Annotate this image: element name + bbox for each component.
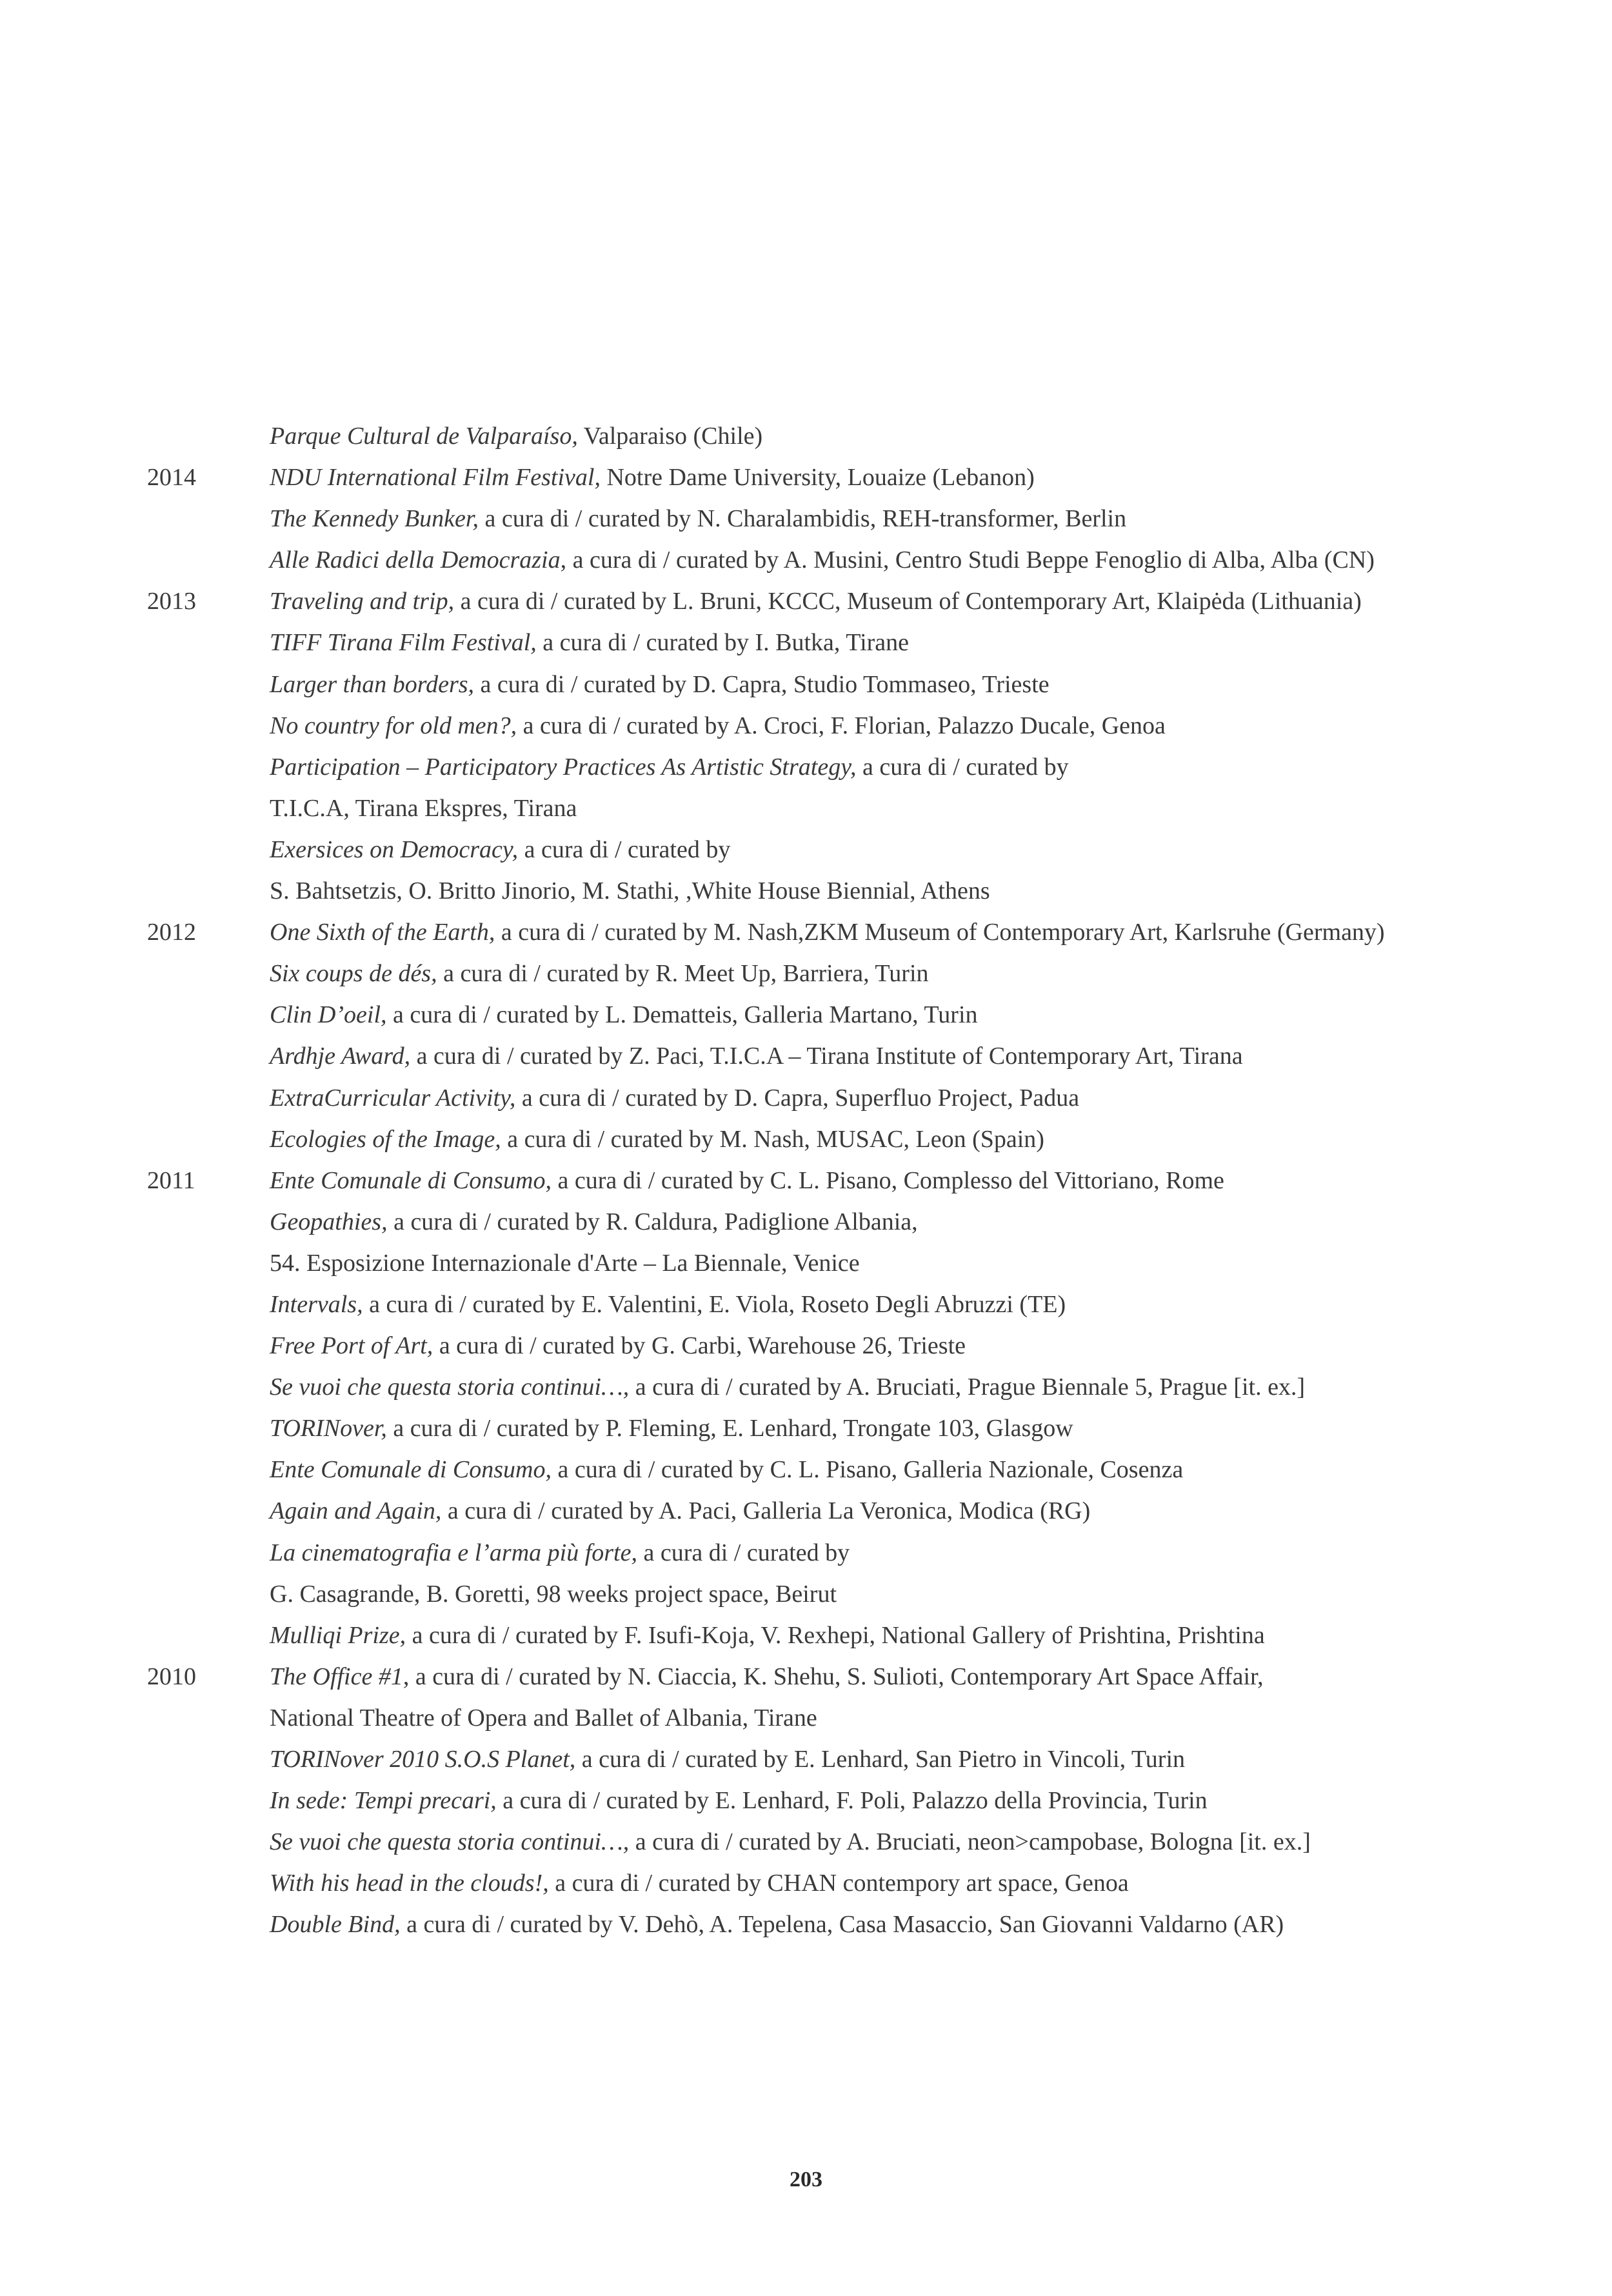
entry-title: The Kennedy Bunker, <box>270 505 479 533</box>
entry-text <box>270 581 1362 622</box>
entry-title: Six coups de dés, <box>270 960 437 988</box>
exhibition-entry <box>147 1532 1534 1573</box>
entry-title: Clin D’oeil, <box>270 1001 387 1029</box>
entry-title: TIFF Tirana Film Festival, <box>270 629 537 657</box>
entry-text <box>270 1490 1090 1532</box>
entry-details: S. Bahtsetzis, O. Britto Jinorio, M. Stathi, ,White House Biennial, Athens <box>270 877 990 905</box>
entry-title: With his head in the clouds!, <box>270 1870 549 1897</box>
exhibition-entry <box>147 1490 1534 1532</box>
exhibition-entry <box>147 1449 1534 1490</box>
entry-details: a cura di / curated by M. Nash, MUSAC, Leon (Spain) <box>501 1125 1044 1153</box>
entry-details: a cura di / curated by C. L. Pisano, Galleria Nazionale, Cosenza <box>551 1456 1184 1484</box>
entry-details: a cura di / curated by D. Capra, Superfluo Project, Padua <box>515 1084 1080 1112</box>
entry-title: Double Bind, <box>270 1911 401 1939</box>
entry-details: a cura di / curated by <box>856 753 1069 781</box>
entry-title: Geopathies, <box>270 1208 388 1235</box>
entry-title: Participation – Participatory Practices As Artistic Strategy, <box>270 753 857 781</box>
entry-details: a cura di / curated by CHAN contempory art space, Genoa <box>548 1870 1129 1897</box>
entry-text <box>270 1077 1079 1119</box>
exhibition-entry <box>147 1035 1534 1077</box>
entry-year: 2013 <box>147 588 196 615</box>
entry-text <box>270 1862 1129 1904</box>
exhibition-entry <box>147 912 1534 953</box>
entry-text <box>270 1119 1044 1160</box>
entry-text <box>270 1325 966 1366</box>
entry-title: Mulliqi Prize, <box>270 1621 406 1649</box>
entry-text <box>270 1656 1264 1697</box>
entry-details: a cura di / curated by E. Lenhard, F. Poli, Palazzo della Provincia, Turin <box>496 1787 1208 1815</box>
exhibition-entry <box>147 1201 1534 1243</box>
entry-text <box>270 539 1375 581</box>
entry-details: a cura di / curated by G. Carbi, Warehouse 26, Trieste <box>433 1332 966 1360</box>
entry-title: Alle Radici della Democrazia <box>270 546 561 574</box>
entry-year: 2012 <box>147 919 196 946</box>
entry-details: a cura di / curated by N. Charalambidis, REH-transformer, Berlin <box>478 505 1127 533</box>
entry-title: La cinematografia e l’arma più forte, <box>270 1539 637 1566</box>
entry-title: Se vuoi che questa storia continui…, <box>270 1828 630 1856</box>
entry-details: a cura di / curated by M. Nash,ZKM Museum of Contemporary Art, Karlsruhe (Germany) <box>495 919 1385 946</box>
exhibition-entry <box>147 705 1534 746</box>
entry-details: a cura di / curated by A. Bruciati, Prague Biennale 5, Prague [it. ex.] <box>629 1373 1306 1401</box>
entry-title: The Office #1 <box>270 1662 403 1690</box>
entry-title: Larger than borders, <box>270 670 475 698</box>
exhibition-entry <box>147 1862 1534 1904</box>
entry-text <box>270 705 1166 746</box>
entry-details: 54. Esposizione Internazionale d'Arte – La Biennale, Venice <box>270 1249 860 1277</box>
exhibition-entry <box>147 1077 1534 1119</box>
entry-title: Free Port of Art, <box>270 1332 433 1360</box>
entry-details: a cura di / curated by V. Dehò, A. Tepelena, Casa Masaccio, San Giovanni Valdarno (AR) <box>400 1911 1284 1939</box>
entry-details: a cura di / curated by L. Dematteis, Galleria Martano, Turin <box>386 1001 978 1029</box>
entry-title: TORINover 2010 S.O.S Planet, <box>270 1746 576 1773</box>
exhibition-entry <box>147 1780 1534 1821</box>
entry-details: , a cura di / curated by N. Ciaccia, K. Shehu, S. Sulioti, Contemporary Art Space Affair, <box>403 1662 1264 1690</box>
entry-title: NDU International Film Festival, <box>270 464 601 492</box>
entry-title: Ardhje Award, <box>270 1043 411 1070</box>
entry-details: a cura di / curated by A. Bruciati, neon>campobase, Bologna [it. ex.] <box>629 1828 1311 1856</box>
exhibition-entry <box>147 1408 1534 1449</box>
entry-title: TORINover, <box>270 1415 387 1442</box>
exhibition-entry <box>147 539 1534 581</box>
entry-title: Again and Again, <box>270 1497 442 1525</box>
entry-year: 2011 <box>147 1166 195 1194</box>
entry-text <box>270 1532 850 1573</box>
entry-text <box>270 498 1126 539</box>
entry-details: T.I.C.A, Tirana Ekspres, Tirana <box>270 794 577 822</box>
entry-details: , a cura di / curated by A. Musini, Centro Studi Beppe Fenoglio di Alba, Alba (CN) <box>560 546 1375 574</box>
entry-text <box>270 622 909 663</box>
exhibition-entry <box>147 498 1534 539</box>
exhibition-entry <box>147 746 1534 788</box>
entry-title: Ecologies of the Image, <box>270 1125 501 1153</box>
entry-details: a cura di / curated by P. Fleming, E. Lenhard, Trongate 103, Glasgow <box>386 1415 1073 1442</box>
entry-title: Traveling and trip, <box>270 588 455 615</box>
entry-title: Intervals, <box>270 1290 363 1318</box>
exhibition-entry <box>147 1366 1534 1408</box>
entry-text <box>270 953 929 994</box>
exhibition-entry <box>147 1284 1534 1325</box>
exhibition-entry <box>147 1119 1534 1160</box>
entry-title: In sede: Tempi precari, <box>270 1787 497 1815</box>
entry-details: a cura di / curated by C. L. Pisano, Complesso del Vittoriano, Rome <box>551 1166 1224 1194</box>
entry-title: ExtraCurricular Activity, <box>270 1084 516 1112</box>
entry-text <box>270 870 990 912</box>
entry-text <box>270 1201 918 1243</box>
entry-text <box>270 457 1035 498</box>
exhibition-entry <box>147 1656 1534 1697</box>
exhibition-entry <box>147 415 1534 457</box>
entry-title: One Sixth of the Earth, <box>270 919 495 946</box>
entry-details: a cura di / curated by L. Bruni, KCCC, Museum of Contemporary Art, Klaipėda (Lithuania) <box>454 588 1362 615</box>
entry-text <box>270 664 1050 705</box>
exhibition-entry <box>147 1573 1534 1615</box>
exhibition-entry <box>147 1739 1534 1780</box>
entry-text <box>270 1904 1284 1945</box>
entry-text <box>270 1284 1066 1325</box>
entry-text <box>270 415 762 457</box>
entry-details: a cura di / curated by Z. Paci, T.I.C.A – Tirana Institute of Contemporary Art, Tirana <box>410 1043 1243 1070</box>
exhibition-list <box>147 415 1534 1945</box>
entry-title: No country for old men?, <box>270 712 517 739</box>
exhibition-entry <box>147 953 1534 994</box>
entry-text <box>270 1780 1208 1821</box>
entry-title: Parque Cultural de Valparaíso, <box>270 423 578 450</box>
entry-text <box>270 1408 1073 1449</box>
exhibition-entry <box>147 829 1534 870</box>
entry-details: Notre Dame University, Louaize (Lebanon) <box>600 464 1035 492</box>
entry-details: a cura di / curated by E. Valentini, E. Viola, Roseto Degli Abruzzi (TE) <box>363 1290 1066 1318</box>
page-number: 203 <box>790 2168 822 2191</box>
entry-details: a cura di / curated by R. Caldura, Padiglione Albania, <box>387 1208 918 1235</box>
entry-text <box>270 1615 1265 1656</box>
entry-details: Valparaiso (Chile) <box>577 423 763 450</box>
entry-year: 2010 <box>147 1662 196 1690</box>
exhibition-entry <box>147 1697 1534 1739</box>
entry-details: a cura di / curated by D. Capra, Studio Tommaseo, Trieste <box>474 670 1050 698</box>
entry-text <box>270 1366 1305 1408</box>
entry-text <box>270 829 730 870</box>
exhibition-entry <box>147 1904 1534 1945</box>
entry-details: a cura di / curated by <box>637 1539 850 1566</box>
exhibition-entry <box>147 1615 1534 1656</box>
exhibition-entry <box>147 664 1534 705</box>
exhibition-entry <box>147 1160 1534 1201</box>
entry-text <box>270 1573 837 1615</box>
exhibition-entry <box>147 870 1534 912</box>
entry-text <box>270 912 1385 953</box>
entry-text <box>270 1739 1185 1780</box>
entry-text <box>270 788 577 829</box>
exhibition-entry <box>147 1243 1534 1284</box>
entry-text <box>270 1821 1311 1862</box>
entry-text <box>270 746 1069 788</box>
entry-details: a cura di / curated by F. Isufi-Koja, V. Rexhepi, National Gallery of Prishtina, Prishtina <box>406 1621 1265 1649</box>
exhibition-entry <box>147 1325 1534 1366</box>
entry-text <box>270 1035 1243 1077</box>
entry-details: National Theatre of Opera and Ballet of Albania, Tirane <box>270 1704 817 1732</box>
entry-title: Ente Comunale di Consumo, <box>270 1456 552 1484</box>
exhibition-entry <box>147 994 1534 1035</box>
exhibition-entry <box>147 457 1534 498</box>
entry-text <box>270 994 978 1035</box>
entry-title: Exersices on Democracy, <box>270 835 519 863</box>
exhibition-entry <box>147 581 1534 622</box>
entry-title: Se vuoi che questa storia continui…, <box>270 1373 630 1401</box>
entry-text <box>270 1697 817 1739</box>
entry-details: a cura di / curated by R. Meet Up, Barriera, Turin <box>437 960 929 988</box>
entry-title: Ente Comunale di Consumo, <box>270 1166 552 1194</box>
entry-text <box>270 1160 1224 1201</box>
entry-text <box>270 1243 860 1284</box>
entry-text <box>270 1449 1183 1490</box>
exhibition-entry <box>147 788 1534 829</box>
exhibition-entry <box>147 1821 1534 1862</box>
entry-details: a cura di / curated by <box>518 835 731 863</box>
exhibition-entry <box>147 622 1534 663</box>
entry-year: 2014 <box>147 464 196 492</box>
entry-details: a cura di / curated by I. Butka, Tirane <box>536 629 910 657</box>
entry-details: a cura di / curated by A. Paci, Galleria La Veronica, Modica (RG) <box>441 1497 1091 1525</box>
entry-details: a cura di / curated by E. Lenhard, San Pietro in Vincoli, Turin <box>575 1746 1185 1773</box>
entry-details: G. Casagrande, B. Goretti, 98 weeks project space, Beirut <box>270 1580 837 1608</box>
entry-details: a cura di / curated by A. Croci, F. Florian, Palazzo Ducale, Genoa <box>517 712 1166 739</box>
